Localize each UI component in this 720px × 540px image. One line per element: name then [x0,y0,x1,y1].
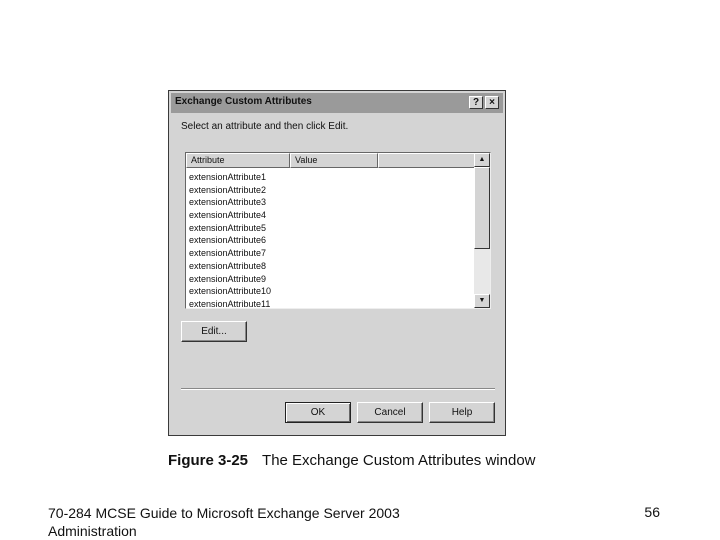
cancel-button[interactable]: Cancel [357,402,423,423]
page-number: 56 [644,504,660,520]
footer-line-2: Administration [48,523,137,539]
list-item[interactable]: extensionAttribute2 [189,184,267,195]
figure-title: The Exchange Custom Attributes window [262,452,536,469]
list-item[interactable]: extensionAttribute6 [189,235,267,246]
list-item[interactable]: extensionAttribute9 [189,273,267,284]
column-header-filler [378,153,476,168]
close-icon[interactable]: × [485,96,499,109]
list-item[interactable]: extensionAttribute10 [189,286,272,297]
attribute-list[interactable] [185,152,491,309]
column-header-attribute[interactable]: Attribute [186,153,290,168]
list-item[interactable]: extensionAttribute1 [189,172,267,182]
scroll-thumb[interactable] [474,167,490,249]
list-item[interactable]: extensionAttribute11 [189,298,271,309]
instruction-text: Select an attribute and then click Edit. [181,121,349,132]
attribute-rows [189,171,475,311]
column-header-value[interactable]: Value [290,153,378,168]
list-item[interactable]: extensionAttribute3 [189,197,267,208]
list-item[interactable]: extensionAttribute8 [189,260,267,271]
figure-caption [168,452,536,469]
separator [181,388,495,390]
footer-course-title [48,504,400,540]
ok-button[interactable]: OK [285,402,351,423]
list-header [186,153,476,168]
list-item[interactable]: extensionAttribute7 [189,248,267,259]
vertical-scrollbar[interactable] [474,153,490,308]
dialog-title: Exchange Custom Attributes [175,96,312,107]
list-item[interactable]: extensionAttribute4 [189,210,267,221]
footer-line-1: 70-284 MCSE Guide to Microsoft Exchange Server 2003 [48,505,400,521]
title-bar [171,93,503,113]
figure-number: Figure 3-25 [168,452,249,469]
edit-button[interactable]: Edit... [181,321,247,342]
help-icon[interactable]: ? [469,96,483,109]
exchange-custom-attributes-dialog [168,90,506,436]
list-item[interactable]: extensionAttribute5 [189,222,267,233]
scroll-down-arrow-icon[interactable]: ▼ [474,294,490,308]
scroll-up-arrow-icon[interactable]: ▲ [474,153,490,167]
help-button[interactable]: Help [429,402,495,423]
